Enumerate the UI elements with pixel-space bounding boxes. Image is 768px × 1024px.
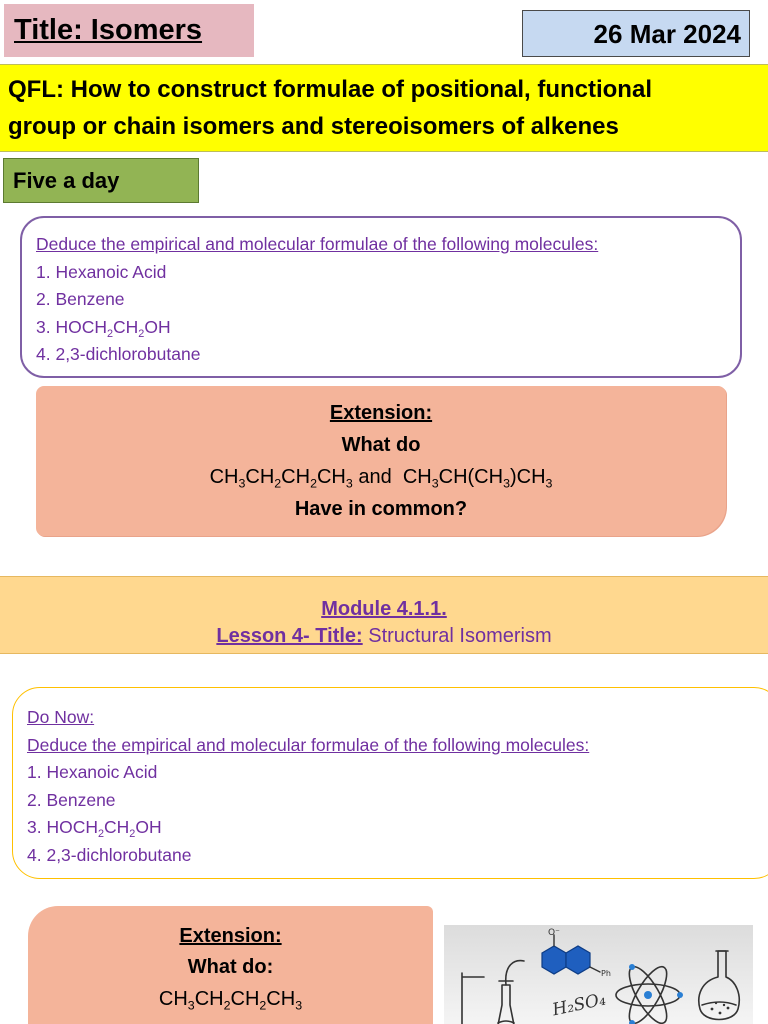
- page-title: Title: Isomers: [14, 14, 203, 46]
- lesson-title: Structural Isomerism: [368, 625, 552, 647]
- date-label: 26 Mar 2024: [586, 19, 741, 49]
- lesson-prefix: Lesson 4- Title:: [216, 625, 363, 647]
- question-prompt: Deduce the empirical and molecular formulae of the following molecules:: [36, 234, 599, 254]
- do-now-prompt: Deduce the empirical and molecular formulae of the following molecules:: [27, 734, 590, 755]
- lesson-title-line: [0, 625, 768, 648]
- phenyl-label: Ph: [601, 969, 611, 978]
- do-now-item: 3. $HOCH_2CH_2OH$: [27, 817, 162, 840]
- question-item: 3. $HOCH_2CH_2OH$: [36, 316, 171, 340]
- extension-2-line: What do:: [187, 956, 274, 978]
- qfl-question: [8, 71, 760, 145]
- question-item: 4. 2,3-dichlorobutane: [36, 344, 201, 364]
- extension-2-formula: $CH_3CH_2CH_2CH_3$: [158, 988, 303, 1013]
- qfl-line-1: QFL: How to construct formulae of positional, functional: [8, 76, 652, 103]
- question-item: 1. Hexanoic Acid: [36, 261, 167, 282]
- formula-butane: $CH_3CH_2CH_2CH_3$: [209, 466, 353, 491]
- qfl-line-2: group or chain isomers and stereoisomers of alkenes: [8, 113, 619, 140]
- extension-box-1: [36, 386, 726, 536]
- five-a-day-label-box: [3, 158, 199, 203]
- formula-joiner: and: [358, 466, 392, 488]
- extension-heading: Extension:: [329, 402, 433, 424]
- extension-line: What do: [341, 434, 421, 456]
- oxide-label: O⁻: [548, 928, 560, 938]
- do-now-item: 1. Hexanoic Acid: [27, 762, 158, 782]
- sulfuric-acid-label: H₂SO₄: [550, 989, 608, 1021]
- chemistry-lab-illustration-svg: [444, 925, 753, 1024]
- do-now-list: [27, 704, 757, 869]
- do-now-item: 2. Benzene: [27, 789, 116, 810]
- atom-nucleus: [644, 991, 652, 999]
- atom-electron: [677, 992, 683, 998]
- molecule-rings: [542, 946, 590, 974]
- title-banner: [4, 4, 254, 57]
- five-a-day-label: Five a day: [13, 168, 120, 193]
- module-banner: [0, 576, 768, 654]
- question-item: 2. Benzene: [36, 289, 125, 309]
- chemistry-lab-illustration: [444, 925, 753, 1024]
- module-number: Module 4.1.1.: [321, 598, 447, 620]
- do-now-item: 4. 2,3-dichlorobutane: [27, 844, 192, 865]
- qfl-banner: [0, 64, 768, 152]
- five-a-day-question-list: [36, 231, 736, 369]
- atom-electron: [629, 964, 635, 970]
- extension-question: Have in common?: [294, 498, 468, 520]
- extension-formulas: [36, 466, 726, 489]
- formula-methylpropane: $CH_3CH(CH_3)CH_3$: [402, 466, 553, 491]
- date-banner: [522, 10, 750, 57]
- do-now-heading: Do Now:: [27, 707, 95, 727]
- extension-2-heading: Extension:: [179, 925, 282, 947]
